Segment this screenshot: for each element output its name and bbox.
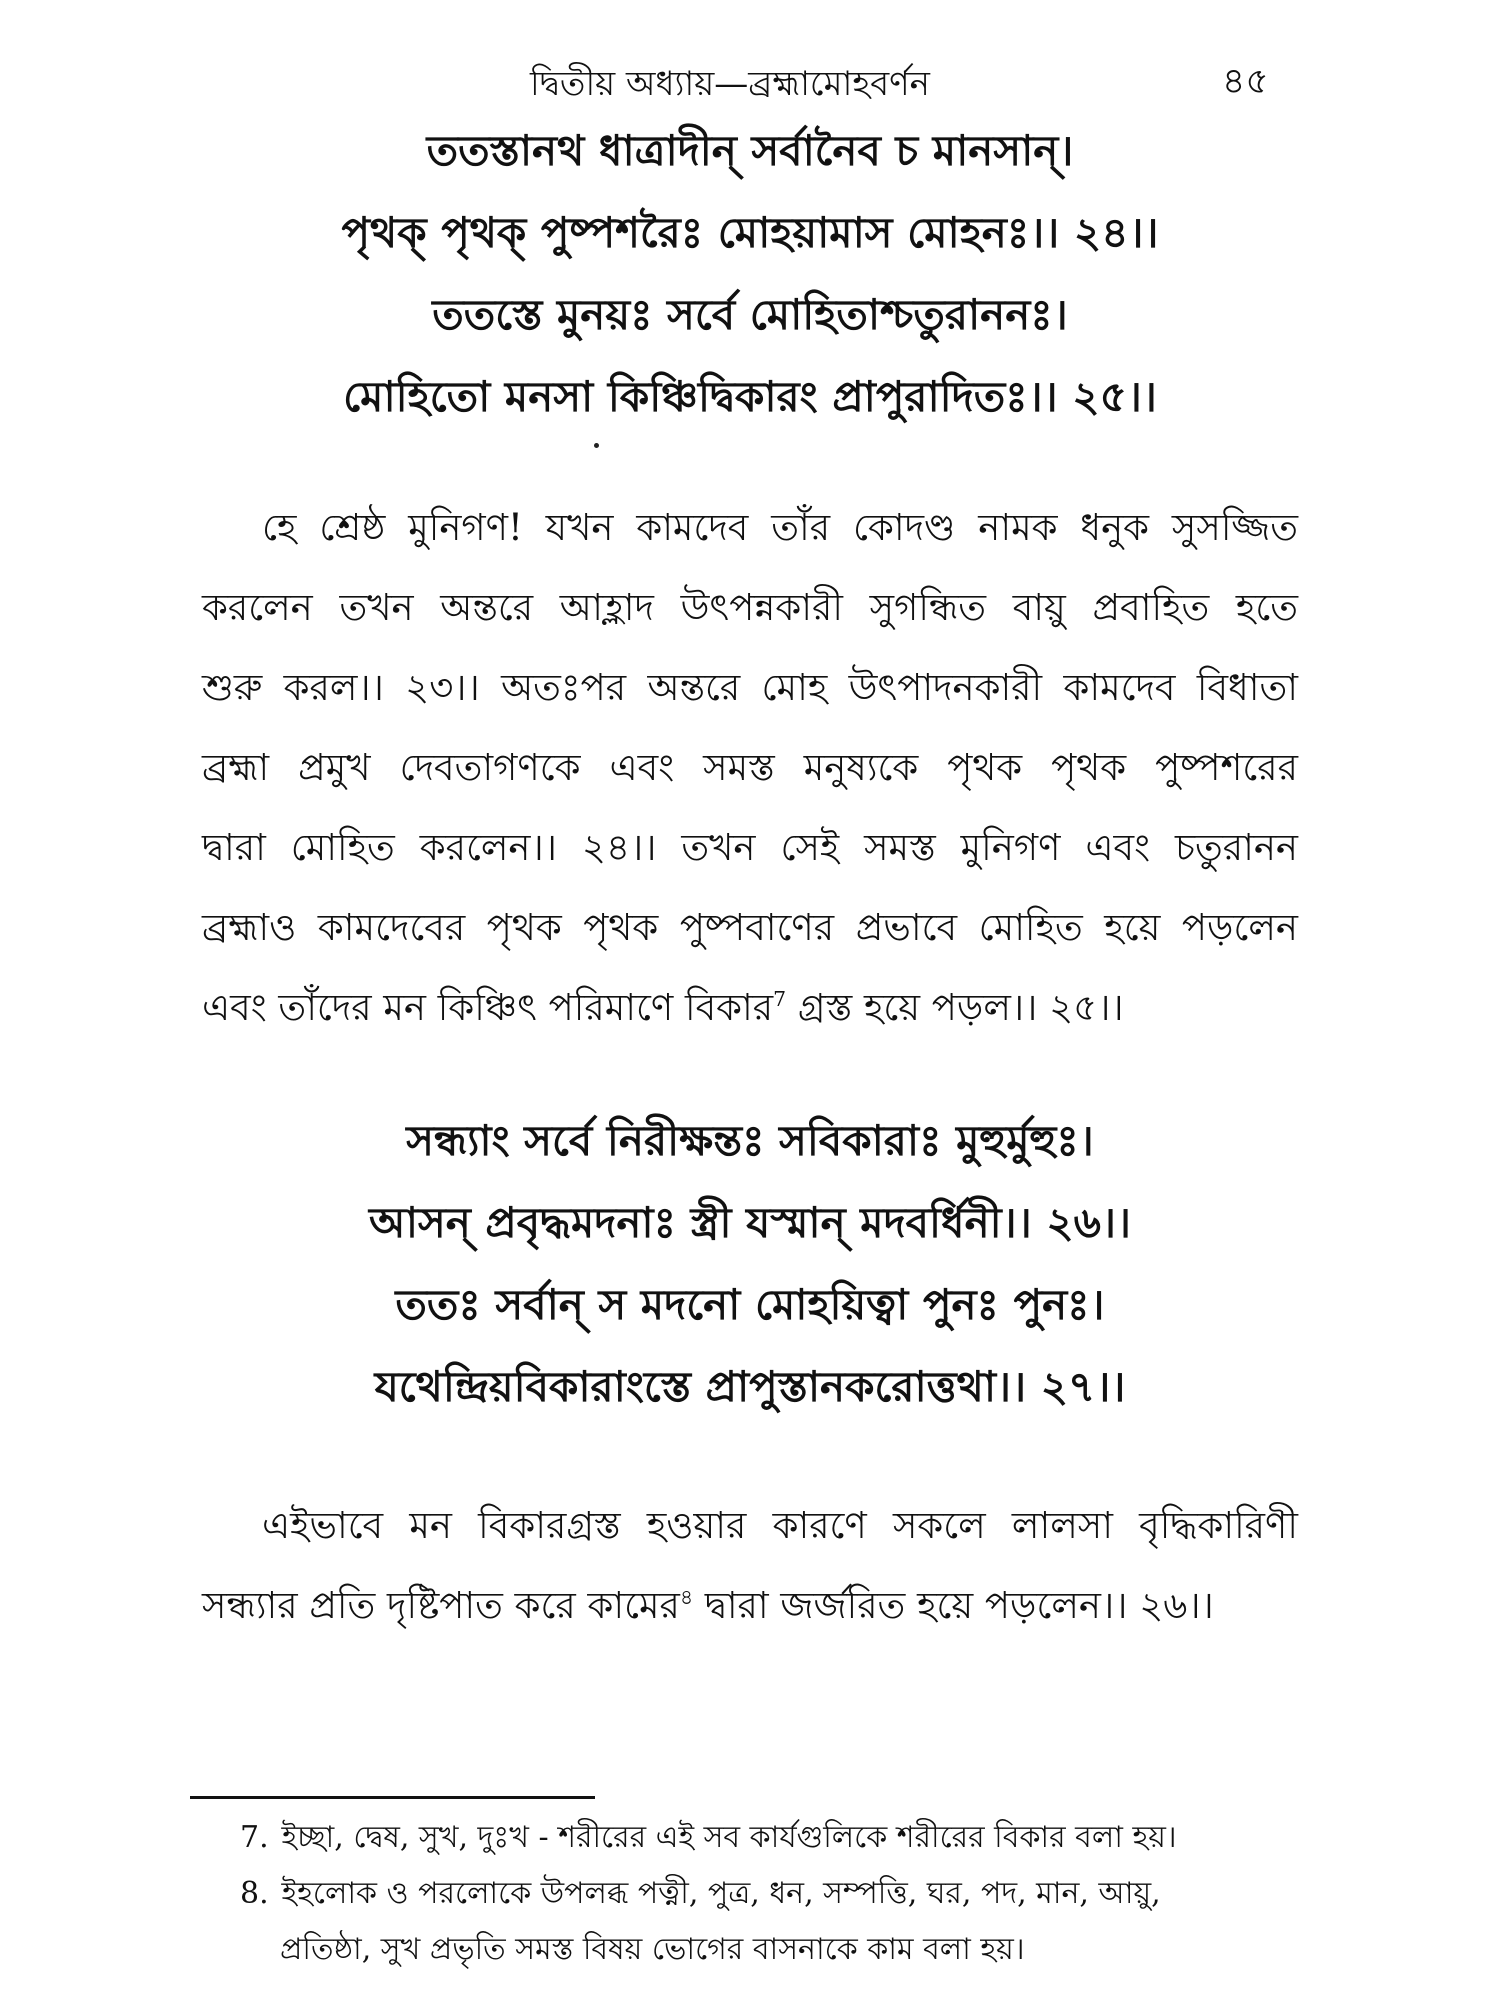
footnote-text: ইহলোক ও পরলোকে উপলব্ধ পত্নী, পুত্র, ধন, সম্পত্তি, ঘর, পদ, মান, আয়ু, — [281, 1876, 1161, 1911]
text-span: গ্রস্ত হয়ে পড়ল।। ২৫।। — [786, 986, 1124, 1029]
translation-paragraph-1 — [202, 488, 1298, 1048]
paragraph-line: ব্রহ্মাও কামদেবের পৃথক পৃথক পুষ্পবাণের প্রভাবে মোহিত হয়ে পড়লেন — [202, 906, 1298, 949]
stray-dot-mark — [594, 443, 599, 448]
footnote-8 — [240, 1866, 1310, 1922]
text-span: এবং তাঁদের মন কিঞ্চিৎ পরিমাণে বিকার — [202, 986, 774, 1029]
verse-line: পৃথক্ পৃথক্ পুষ্পশরৈঃ মোহয়ামাস মোহনঃ।। ২৪।। — [341, 208, 1159, 257]
footnote-text-continuation: প্রতিষ্ঠা, সুখ প্রভৃতি সমস্ত বিষয় ভোগের বাসনাকে কাম বলা হয়। — [280, 1932, 1025, 1967]
text-span: দ্বারা জর্জরিত হয়ে পড়লেন।। ২৬।। — [693, 1584, 1214, 1627]
footnote-divider — [190, 1796, 595, 1799]
paragraph-line — [202, 968, 1298, 1048]
paragraph-line: হে শ্রেষ্ঠ মুনিগণ! যখন কামদেব তাঁর কোদণ্ড নামক ধনুক সুসজ্জিত — [262, 506, 1298, 549]
text-span: সন্ধ্যার প্রতি দৃষ্টিপাত করে কামের — [202, 1584, 680, 1627]
translation-paragraph-2 — [202, 1486, 1298, 1646]
paragraph-line: ব্রহ্মা প্রমুখ দেবতাগণকে এবং সমস্ত মনুষ্যকে পৃথক পৃথক পুষ্পশরের — [202, 746, 1298, 789]
paragraph-line: দ্বারা মোহিত করলেন।। ২৪।। তখন সেই সমস্ত মুনিগণ এবং চতুরানন — [202, 826, 1298, 869]
paragraph-line — [202, 1566, 1298, 1646]
verse-line: ততঃ সর্বান্ স মদনো মোহয়িত্বা পুনঃ পুনঃ। — [395, 1280, 1105, 1329]
footnote-7 — [240, 1810, 1310, 1866]
sanskrit-verse-block-2 — [0, 1100, 1500, 1428]
verse-line: যথেন্দ্রিয়বিকারাংস্তে প্রাপুস্তানকরোত্তথা।। ২৭।। — [374, 1362, 1126, 1411]
footnote-number: 8. — [240, 1876, 269, 1911]
paragraph-line: করলেন তখন অন্তরে আহ্লাদ উৎপন্নকারী সুগন্ধিত বায়ু প্রবাহিত হতে — [202, 586, 1298, 629]
footnote-text: ইচ্ছা, দ্বেষ, সুখ, দুঃখ - শরীরের এই সব কার্যগুলিকে শরীরের বিকার বলা হয়। — [281, 1820, 1177, 1855]
page-header — [0, 48, 1500, 108]
verse-line: আসন্ প্রবৃদ্ধমদনাঃ স্ত্রী যস্মান্ মদবর্ধিনী।। ২৬।। — [369, 1198, 1131, 1247]
page-number: ৪৫ — [1222, 61, 1269, 102]
verse-line: মোহিতো মনসা কিঞ্চিদ্বিকারং প্রাপুরাদিতঃ।। ২৫।। — [343, 372, 1157, 421]
footnote-ref-8[interactable]: ৪ — [679, 1584, 694, 1609]
verse-line: সন্ধ্যাং সর্বে নিরীক্ষন্তঃ সবিকারাঃ মুহুর্মুহুঃ। — [406, 1116, 1094, 1165]
verse-line: ততস্তানথ ধাত্রাদীন্ সর্বানৈব চ মানসান্। — [426, 126, 1074, 175]
footnotes — [240, 1810, 1310, 1978]
paragraph-line: এইভাবে মন বিকারগ্রস্ত হওয়ার কারণে সকলে লালসা বৃদ্ধিকারিণী — [262, 1504, 1298, 1547]
paragraph-line: শুরু করল।। ২৩।। অতঃপর অন্তরে মোহ উৎপাদনকারী কামদেব বিধাতা — [202, 666, 1298, 709]
chapter-title: দ্বিতীয় অধ্যায়—ব্রহ্মামোহবর্ণন — [530, 64, 930, 104]
footnote-number: 7. — [240, 1820, 269, 1855]
verse-line: ততস্তে মুনয়ঃ সর্বে মোহিতাশ্চতুরাননঃ। — [432, 290, 1068, 339]
sanskrit-verse-block-1 — [0, 110, 1500, 438]
footnote-ref-7[interactable]: 7 — [773, 986, 787, 1011]
